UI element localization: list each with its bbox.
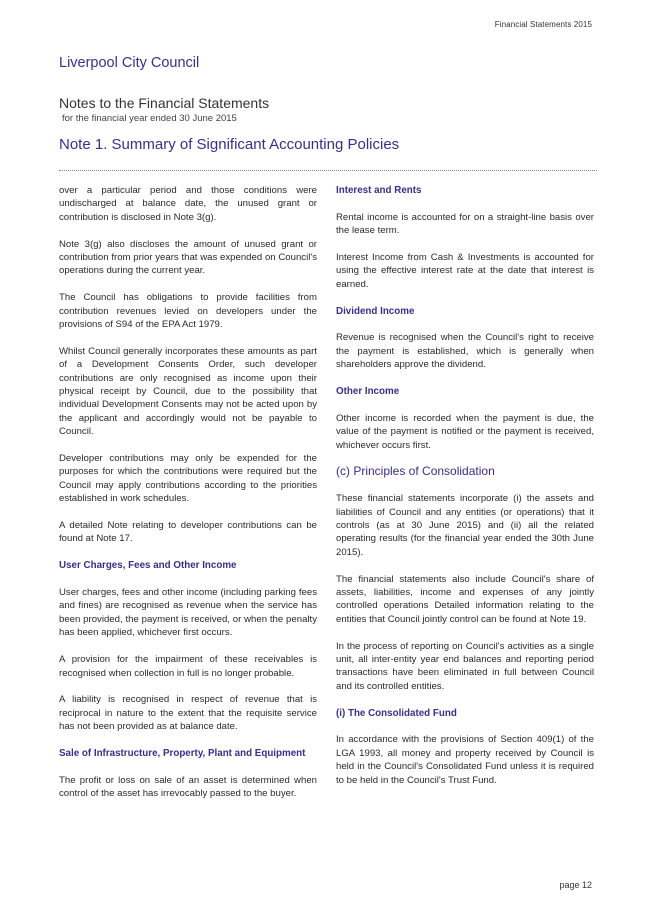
paragraph: The profit or loss on sale of an asset is determined when control of the asset has irrevocably passed to the buyer. [59, 774, 317, 800]
paragraph: Developer contributions may only be expended for the purposes for which the contributions were required but the Council may apply contributions according to the priorities established in work schedules. [59, 453, 317, 505]
left-column [59, 184, 317, 814]
paragraph: These financial statements incorporate (i) the assets and liabilities of Council and any entities (or operations) that it controls (as at 30 June 2015) and (ii) all the related operating results (for the financial year ended the 30th June 2015). [336, 493, 594, 558]
divider [59, 170, 597, 171]
document-header-label: Financial Statements 2015 [494, 20, 592, 29]
paragraph: Revenue is recognised when the Council's right to receive the payment is established, which is generally when shareholders approve the dividend. [336, 332, 594, 371]
paragraph: A detailed Note relating to developer contributions can be found at Note 17. [59, 520, 317, 545]
paragraph: In the process of reporting on Council's activities as a single unit, all inter-entity year end balances and reporting period transactions have been eliminated in full between Council and its controlled entities. [336, 640, 594, 692]
section-heading-user-charges: User Charges, Fees and Other Income [59, 560, 237, 572]
paragraph: Interest Income from Cash & Investments is accounted for using the effective interest rate at the date that interest is earned. [336, 252, 594, 290]
paragraph: The financial statements also include Council's share of assets, liabilities, income and expenses of any jointly controlled operations Detailed information relating to the entities that Council jointly control can be found at Note 19. [336, 573, 594, 625]
paragraph: over a particular period and those conditions were undischarged at balance date, the unused grant or contribution is disclosed in Note 3(g). [59, 185, 317, 223]
page-subtitle: for the financial year ended 30 June 2015 [62, 113, 237, 124]
page-title: Notes to the Financial Statements [59, 95, 270, 111]
paragraph: In accordance with the provisions of Section 409(1) of the LGA 1993, all money and property received by Council is held in the Council's Consolidated Fund unless it is required to be held in the Council's Trust Fund. [336, 734, 594, 786]
paragraph: A liability is recognised in respect of revenue that is reciprocal in nature to the extent that the requisite service has not been provided as at balance date. [59, 694, 317, 733]
section-heading-consolidated-fund: (i) The Consolidated Fund [336, 707, 457, 719]
paragraph: Note 3(g) also discloses the amount of unused grant or contribution from prior years that was expended on Council's operations during the current year. [59, 238, 317, 277]
paragraph: A provision for the impairment of these receivables is recognised when collection in full is no longer probable. [59, 654, 317, 679]
section-heading-sale-of-infrastructure: Sale of Infrastructure, Property, Plant and Equipment [59, 747, 306, 759]
section-heading-interest: Interest and Rents [336, 185, 422, 196]
note-heading: Note 1. Summary of Significant Accounting Policies [59, 136, 400, 153]
paragraph: Other income is recorded when the payment is due, the value of the payment is notified or the payment is received, whichever occurs first. [336, 412, 594, 451]
section-heading-dividend: Dividend Income [336, 305, 415, 317]
paragraph: User charges, fees and other income (including parking fees and fines) are recognised as revenue when the service has been provided, the payment is received, or when the penalty has been applied, whichever first occurs. [59, 587, 317, 639]
section-heading-other-income: Other Income [336, 386, 400, 398]
section-heading-consolidation: (c) Principles of Consolidation [336, 464, 495, 479]
paragraph: Whilst Council generally incorporates these amounts as part of a Development Consents Order, such developer contributions are only recognised as income upon their physical receipt by Council, due to the possibility that individual Development Consents may not be acted upon by the applicant and accordingly would not be payable to Council. [59, 345, 317, 438]
paragraph: Rental income is accounted for on a straight-line basis over the lease term. [336, 211, 594, 237]
council-name: Liverpool City Council [59, 55, 200, 71]
paragraph: The Council has obligations to provide facilities from contribution revenues levied on developers under the provisions of S94 of the EPA Act 1979. [59, 292, 317, 331]
right-column [336, 184, 594, 800]
page-number: page 12 [559, 880, 592, 890]
